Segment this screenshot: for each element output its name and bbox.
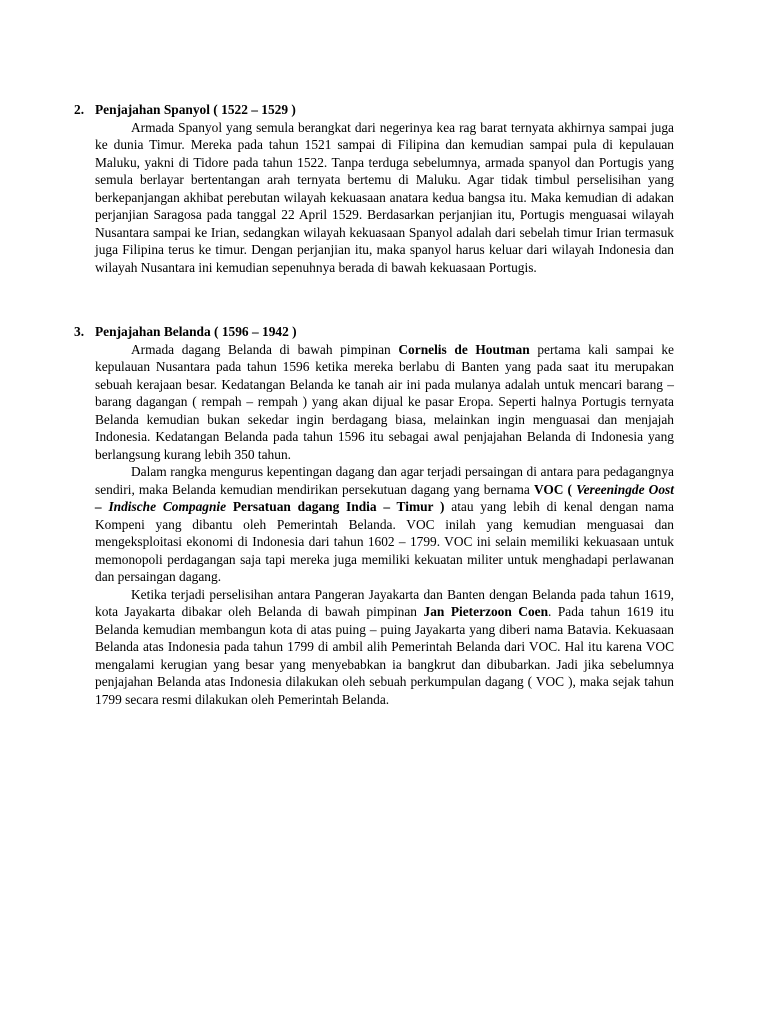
section-title: Penjajahan Belanda ( 1596 – 1942 ): [95, 324, 297, 339]
section-heading: [74, 101, 674, 119]
section-penjajahan-belanda: [74, 323, 674, 708]
paragraph-text: Dalam rangka mengurus kepentingan dagang dan agar terjadi persaingan di antara para pedagangnya sendiri, maka Belanda kemudian mendirikan persekutuan dagang yang bernama: [95, 464, 674, 497]
paragraph: [95, 341, 674, 464]
paragraph: [95, 463, 674, 586]
voc-full-name: Vereeningde Oost – Indische Compagnie: [95, 481, 674, 514]
leader-name: Jan Pieterzoon Coen: [423, 604, 549, 619]
leader-name: Cornelis de Houtman: [398, 341, 530, 357]
paragraph-text: Ketika terjadi perselisihan antara Pangeran Jayakarta dan Banten dengan Belanda pada tahun 1619, kota Jayakarta dibakar oleh Belanda di bawah pimpinan: [95, 586, 674, 619]
section-heading: [74, 323, 674, 341]
section-body: [74, 341, 674, 709]
paragraph-text: atau yang lebih di kenal dengan nama Kompeni yang dibantu oleh Pemerintah Belanda. VOC inilah yang kemudian menguasai dan mengeksploitasi ekonomi di Indonesia dari tahun 1602 – 1799. VOC ini selain memiliki kekuasaan untuk memonopoli perdagangan saja tapi mereka juga memiliki kekuatan militer untuk menghadapi perlawanan dan persaingan dagang.: [95, 499, 674, 584]
paragraph: [95, 586, 674, 709]
section-penjajahan-spanyol: [74, 101, 674, 276]
paragraph-text: . Pada tahun 1619 itu Belanda kemudian membangun kota di atas puing – puing Jayakarta yang diberi nama Batavia. Kekuasaan Belanda atas Indonesia pada tahun 1799 di ambil alih Pemerintah Belanda dari VOC. Hal itu karena VOC mengalami kerugian yang besar yang menyebabkan ia bangkrut dan dibubarkan. Jadi jika sebelumnya penjajahan Belanda atas Indonesia dilakukan oleh sebuah perkumpulan dagang ( VOC ), maka sejak tahun 1799 secara resmi dilakukan oleh Pemerintah Belanda.: [95, 604, 675, 707]
voc-meaning: Persatuan dagang India – Timur ): [226, 499, 445, 514]
voc-open: VOC (: [533, 481, 577, 497]
paragraph-text: Armada dagang Belanda di bawah pimpinan: [131, 341, 399, 357]
section-number: 2.: [74, 102, 85, 117]
paragraph-text: pertama kali sampai ke kepulauan Nusantara pada tahun 1596 ketika mereka berlabu di Banten yang pada saat itu merupakan sebuah kerajaan besar. Kedatangan Belanda ke tanah air ini pada mulanya adalah untuk mencari barang – barang dagangan ( rempah – rempah ) yang akan dijual ke pasar Eropa. Seperti halnya Portugis ternyata Belanda kemudian bukan sekedar ingin berdagang biasa, melainkan ingin menguasai dan menjajah Indonesia. Kedatangan Belanda pada tahun 1596 itu sebagai awal penjajahan Belanda di Indonesia yang berlangsung kurang lebih 350 tahun.: [95, 341, 674, 462]
paragraph: Armada Spanyol yang semula berangkat dari negerinya kea rag barat ternyata akhirnya sampai juga ke dunia Timur. Mereka pada tahun 1521 sampai di Filipina dan kemudian sampai pula di kepulauan Maluku, yakni di Tidore pada tahun 1522. Tanpa terduga sebelumnya, armada spanyol dan Portugis yang semula berlayar bertentangan arah ternyata bertemu di Maluku. Agar tidak timbul perselisihan yang berkepanjangan akhibat perebutan wilayah kekuasaan anatara kedua bangsa itu. Maka kemudian di adakan perjanjian Saragosa pada tanggal 22 April 1529. Berdasarkan perjanjian itu, Portugis menguasai wilayah Nusantara sampai ke Irian, sedangkan wilayah kekuasaan Spanyol adalah dari sebelah timur Irian termasuk juga Filipina terus ke timur. Dengan perjanjian itu, maka spanyol harus keluar dari wilayah Indonesia dan wilayah Nusantara ini kemudian sepenuhnya berada di bawah kekuasaan Portugis.: [95, 119, 674, 275]
section-title: Penjajahan Spanyol ( 1522 – 1529 ): [95, 102, 296, 117]
section-body: [74, 119, 674, 277]
section-number: 3.: [74, 324, 85, 339]
